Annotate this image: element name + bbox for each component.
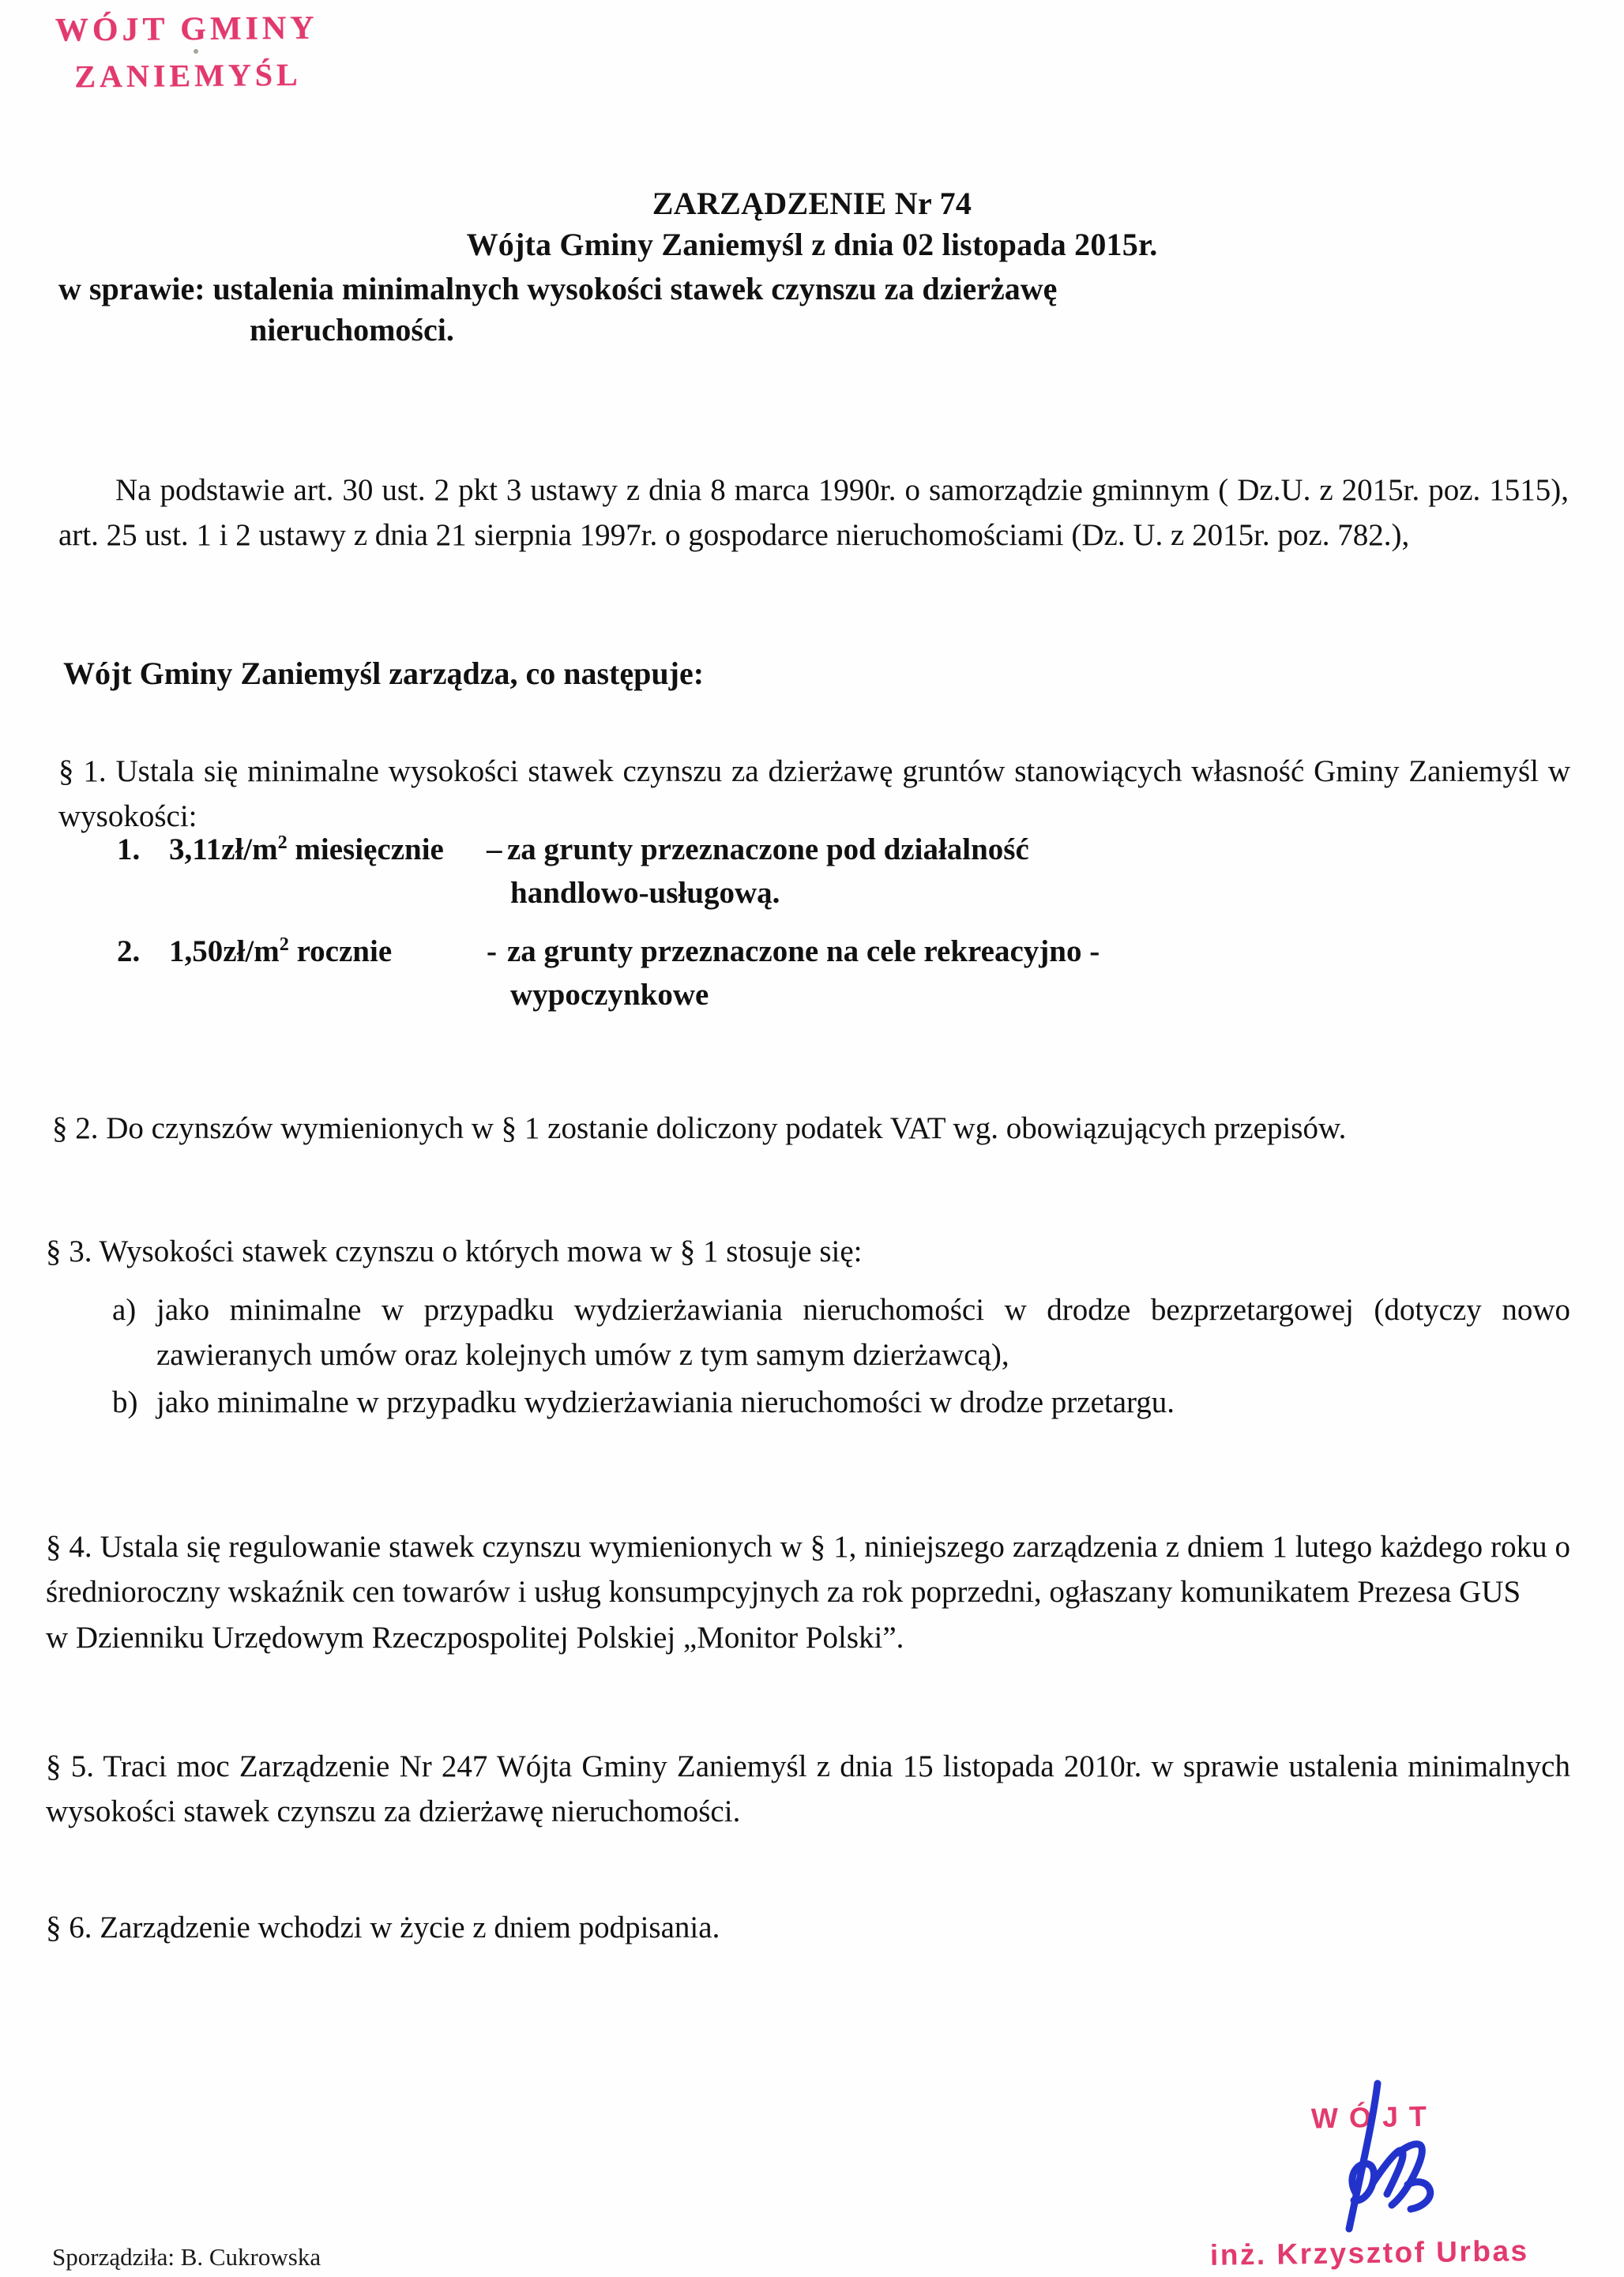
- enacting-clause: Wójt Gminy Zaniemyśl zarządza, co następuje:: [63, 656, 705, 691]
- rate-item-amount: [169, 930, 487, 973]
- rate-item-description: [487, 930, 1583, 1017]
- rate-item-number: 1.: [117, 832, 141, 866]
- page-title: ZARZĄDZENIE Nr 74: [652, 186, 972, 221]
- section-1-intro: § 1. Ustala się minimalne wysokości stawek czynszu za dzierżawę gruntów stanowiących własność Gminy Zaniemyśl w wysokości:: [58, 754, 1570, 834]
- paper-speck-mark: [194, 49, 198, 54]
- rate-amount-period: rocznie: [288, 934, 393, 968]
- rate-amount-value: 3,11zł/m: [169, 832, 278, 866]
- rate-description-line-1: za grunty przeznaczone pod działalność: [507, 832, 1029, 866]
- section-5-paragraph: § 5. Traci moc Zarządzenie Nr 247 Wójta Gminy Zaniemyśl z dnia 15 listopada 2010r. w sprawie ustalenia minimalnych wysokości stawek czynszu za dzierżawę nieruchomości.: [46, 1749, 1570, 1829]
- prepared-by-note: Sporządziła: B. Cukrowska: [52, 2243, 321, 2271]
- header-stamp-line-2: ZANIEMYŚL: [74, 56, 302, 94]
- title-subject-continuation: nieruchomości.: [250, 312, 454, 348]
- rate-dash-marker: –: [487, 832, 502, 866]
- rate-list-item: [58, 930, 1583, 1017]
- rate-list-item: [58, 828, 1583, 915]
- signature-name-stamp: inż. Krzysztof Urbas: [1209, 2234, 1529, 2271]
- rates-list: [58, 828, 1583, 1031]
- rate-amount-value: 1,50zł/m: [169, 934, 280, 968]
- rate-amount-exponent: 2: [277, 832, 288, 853]
- rate-description-line-2: wypoczynkowe: [510, 978, 709, 1013]
- section-3-list-item: [112, 1287, 1570, 1378]
- section-6-paragraph: § 6. Zarządzenie wchodzi w życie z dniem podpisania.: [46, 1911, 720, 1944]
- rate-item-number: 2.: [117, 934, 141, 968]
- document-title-block: [0, 183, 1624, 351]
- section-3-sublist: [112, 1287, 1570, 1425]
- rate-description-line-1: za grunty przeznaczone na cele rekreacyjno -: [507, 934, 1100, 968]
- rate-description-line-2: handlowo-usługową.: [510, 876, 780, 911]
- section-4-text-part-2: w Dzienniku Urzędowym Rzeczpospolitej Polskiej „Monitor Polski”.: [46, 1620, 904, 1655]
- title-subtitle: Wójta Gminy Zaniemyśl z dnia 02 listopada 2015r.: [466, 227, 1158, 262]
- section-2-paragraph: § 2. Do czynszów wymienionych w § 1 zostanie doliczony podatek VAT wg. obowiązujących przepisów.: [52, 1111, 1347, 1145]
- legal-basis-paragraph: [58, 468, 1569, 558]
- section-3-item-text: jako minimalne w przypadku wydzierżawiania nieruchomości w drodze przetargu.: [156, 1385, 1175, 1419]
- section-3-item-marker: b): [112, 1385, 138, 1419]
- rate-item-description: [487, 828, 1583, 915]
- office-header-stamp: [55, 6, 318, 100]
- rate-amount-exponent: 2: [279, 933, 289, 955]
- section-3-item-text: jako minimalne w przypadku wydzierżawiania nieruchomości w drodze bezprzetargowej (dotyczy nowo zawieranych umów oraz kolejnych umów z tym samym dzierżawcą),: [156, 1293, 1570, 1373]
- rate-amount-period: miesięcznie: [287, 832, 444, 866]
- title-subject-line: w sprawie: ustalenia minimalnych wysokości stawek czynszu za dzierżawę: [58, 271, 1058, 306]
- header-stamp-line-1: WÓJT GMINY: [55, 9, 318, 49]
- section-3-item-marker: a): [112, 1293, 137, 1327]
- section-4-text-part-1: § 4. Ustala się regulowanie stawek czynszu wymienionych w § 1, niniejszego zarządzenia z dniem 1 lutego każdego roku o średnioroczny wskaźnik cen towarów i usług konsumpcyjnych za rok poprzedni, ogłaszany komunikatem Prezesa GUS: [46, 1530, 1570, 1610]
- section-4-paragraph: [46, 1524, 1570, 1660]
- rate-dash-marker: -: [487, 934, 497, 968]
- rate-item-amount: [169, 828, 487, 871]
- legal-basis-text: Na podstawie art. 30 ust. 2 pkt 3 ustawy z dnia 8 marca 1990r. o samorządzie gminnym ( Dz.U. z 2015r. poz. 1515), art. 25 ust. 1 i 2 ustawy z dnia 21 sierpnia 1997r. o gospodarce nieruchomościami (Dz. U. z 2015r. poz. 782.),: [58, 473, 1569, 553]
- signature-block: [1209, 2050, 1624, 2271]
- section-3-list-item: [112, 1380, 1570, 1425]
- section-3-intro: § 3. Wysokości stawek czynszu o których mowa w § 1 stosuje się:: [46, 1234, 863, 1268]
- signature-title-stamp: WÓJT: [1310, 2099, 1438, 2135]
